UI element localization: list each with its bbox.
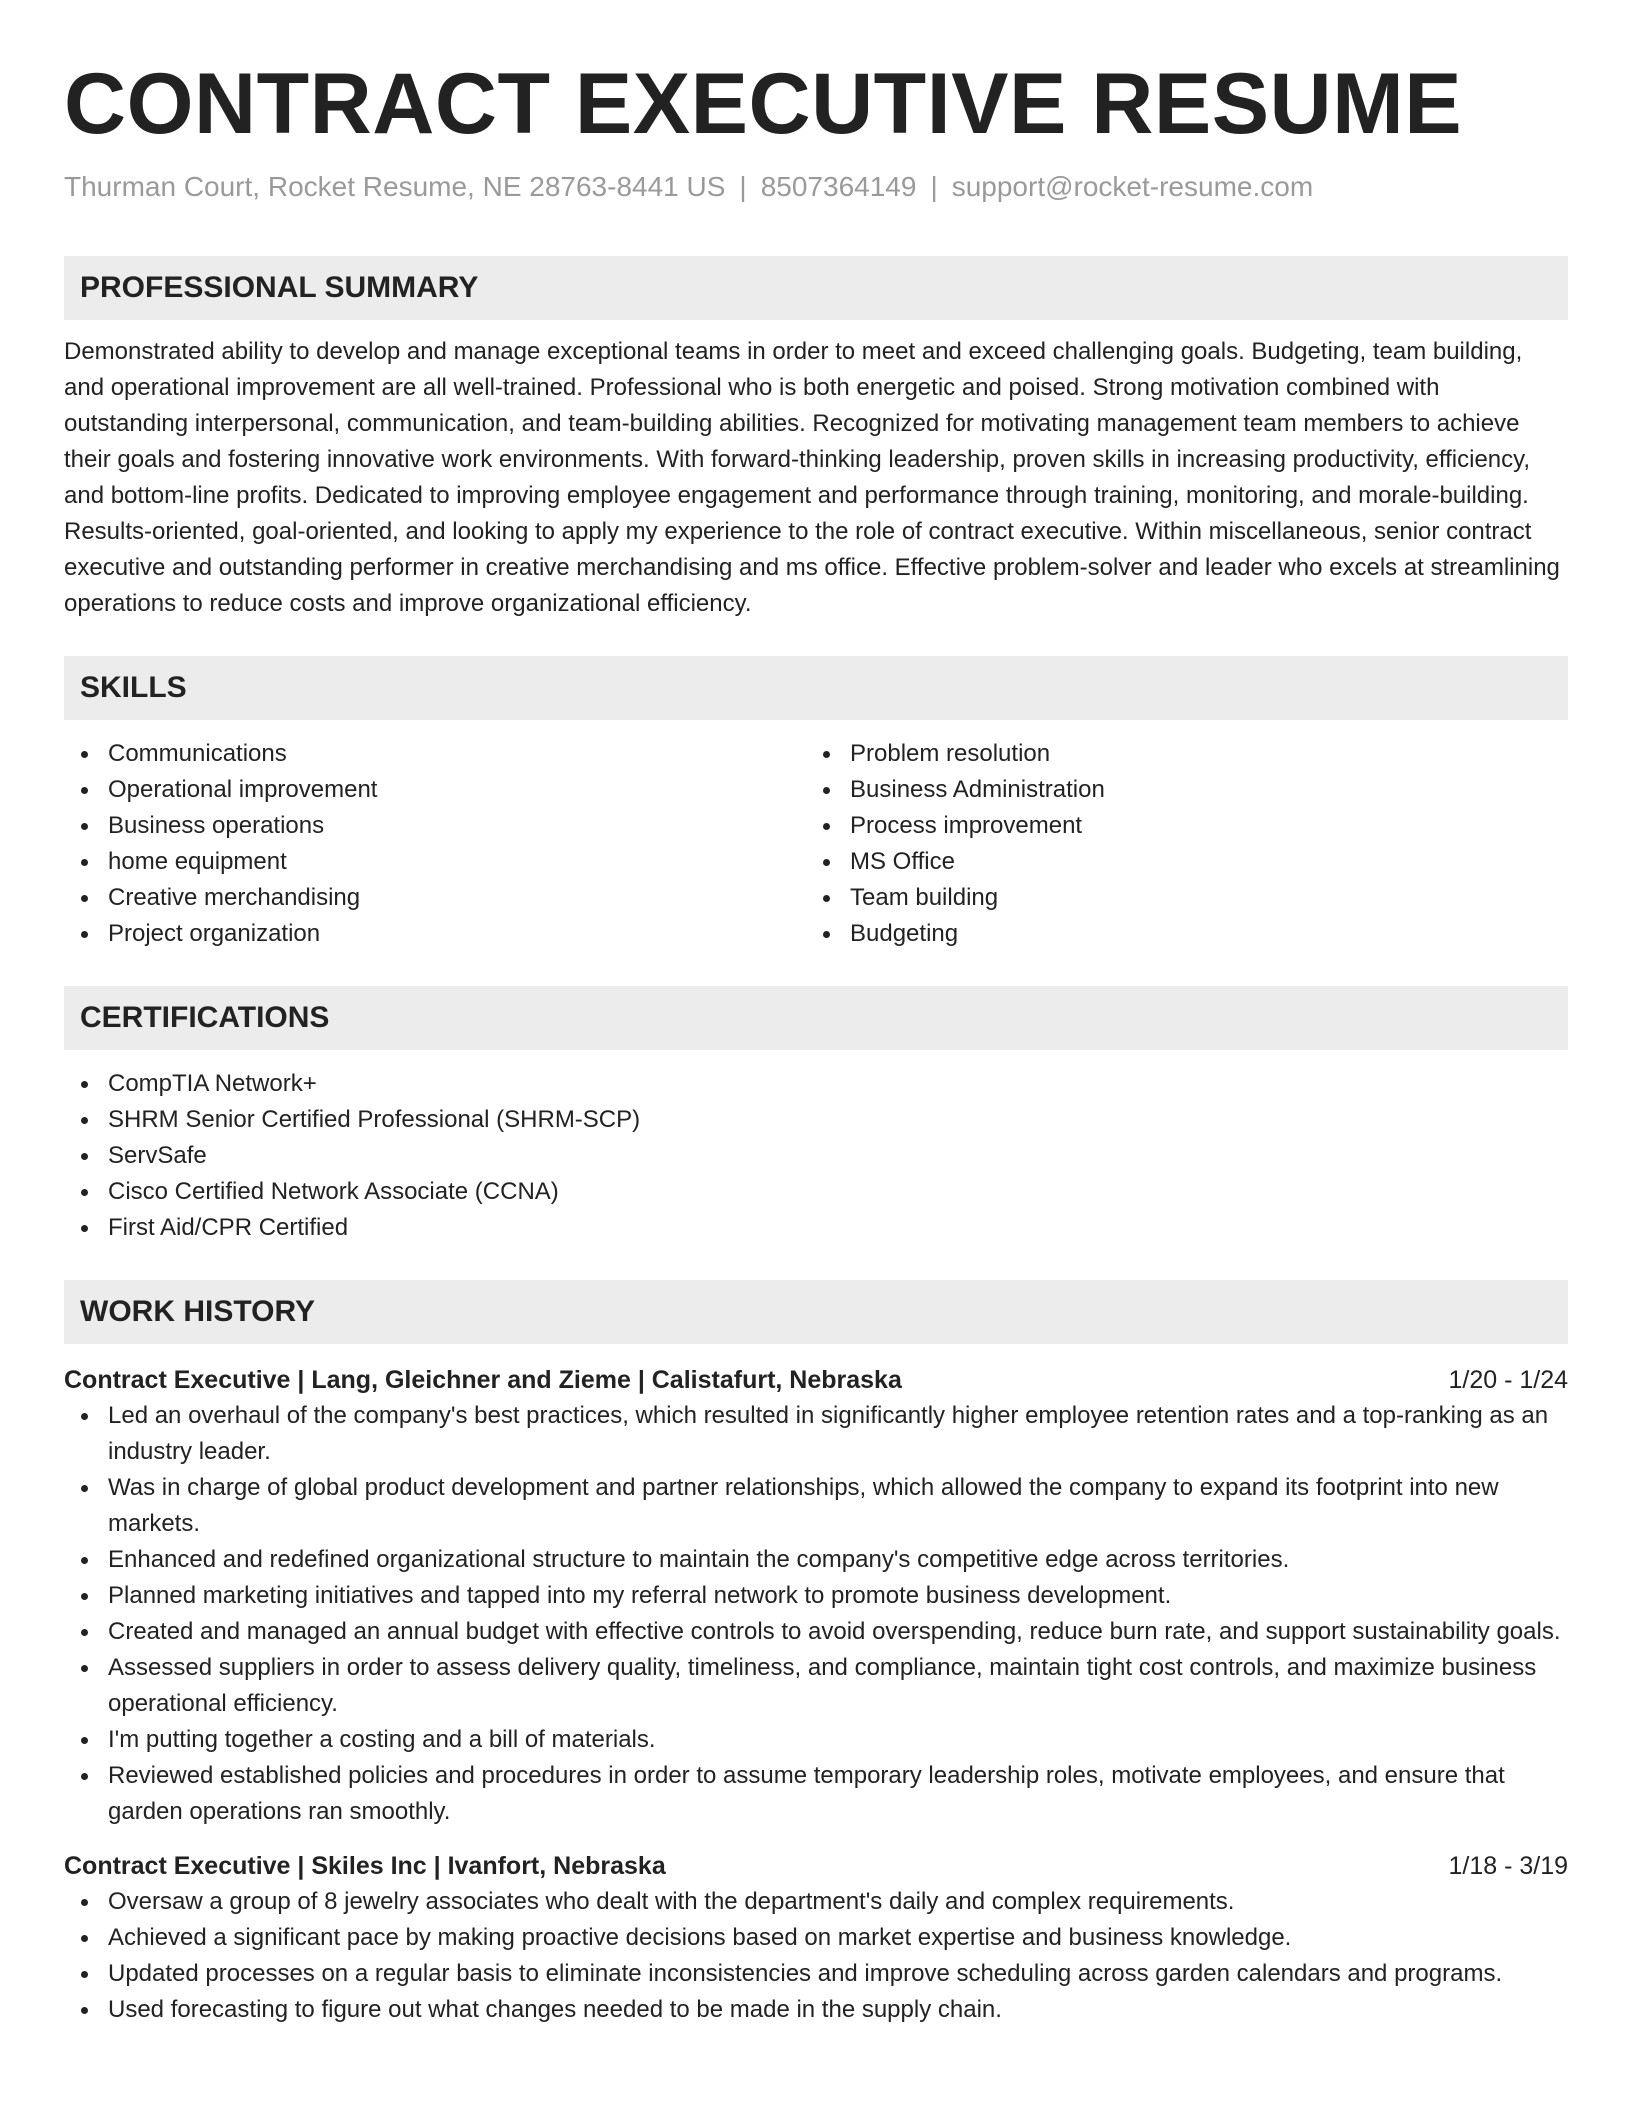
job-heading-row (64, 1362, 1568, 1398)
skill-item: home equipment (108, 844, 806, 880)
skill-item: Budgeting (850, 916, 1548, 952)
job-bullet: Reviewed established policies and procedures in order to assume temporary leadership roles, motivate employees, and ensure that garden operations ran smoothly. (108, 1758, 1568, 1830)
contact-email: support@rocket-resume.com (951, 171, 1314, 202)
skill-item: Business operations (108, 808, 806, 844)
contact-separator: | (930, 171, 938, 202)
contact-phone: 8507364149 (760, 171, 917, 202)
certifications-block (64, 1066, 1568, 1246)
job-bullet: Enhanced and redefined organizational structure to maintain the company's competitive edge across territories. (108, 1542, 1568, 1578)
section-header-work-history: WORK HISTORY (64, 1280, 1568, 1344)
job-bullet: Updated processes on a regular basis to eliminate inconsistencies and improve scheduling across garden calendars and programs. (108, 1956, 1568, 1992)
job-bullet-list (64, 1398, 1568, 1830)
job-dates: 1/20 - 1/24 (1448, 1366, 1568, 1394)
skill-item: Project organization (108, 916, 806, 952)
contact-separator: | (739, 171, 747, 202)
skill-item: Communications (108, 736, 806, 772)
resume-title: CONTRACT EXECUTIVE RESUME (64, 56, 1463, 152)
job-title: Contract Executive | Skiles Inc | Ivanfort, Nebraska (64, 1852, 666, 1880)
contact-address: Thurman Court, Rocket Resume, NE 28763-8441 US (64, 171, 726, 202)
section-header-summary: PROFESSIONAL SUMMARY (64, 256, 1568, 320)
skill-item: Creative merchandising (108, 880, 806, 916)
job-bullet: Achieved a significant pace by making proactive decisions based on market expertise and business knowledge. (108, 1920, 1568, 1956)
contact-line (64, 170, 1568, 204)
skills-column-right (806, 736, 1548, 952)
summary-paragraph: Demonstrated ability to develop and manage exceptional teams in order to meet and exceed challenging goals. Budgeting, team building, and operational improvement are all well-trained. Professional who is both energetic and poised. Strong motivation combined with outstanding interpersonal, communication, and team-building abilities. Recognized for motivating management team members to achieve their goals and fostering innovative work environments. With forward-thinking leadership, proven skills in increasing productivity, efficiency, and bottom-line profits. Dedicated to improving employee engagement and performance through training, monitoring, and morale-building. Results-oriented, goal-oriented, and looking to apply my experience to the role of contract executive. Within miscellaneous, senior contract executive and outstanding performer in creative merchandising and ms office. Effective problem-solver and leader who excels at streamlining operations to reduce costs and improve organizational efficiency. (64, 338, 1560, 617)
certifications-list (64, 1066, 1568, 1246)
skills-column-left (64, 736, 806, 952)
job-bullet: Used forecasting to figure out what changes needed to be made in the supply chain. (108, 1992, 1568, 2028)
skill-item: MS Office (850, 844, 1548, 880)
skill-item: Problem resolution (850, 736, 1548, 772)
certification-item: SHRM Senior Certified Professional (SHRM-SCP) (108, 1102, 1568, 1138)
job-bullet: I'm putting together a costing and a bill of materials. (108, 1722, 1568, 1758)
certification-item: Cisco Certified Network Associate (CCNA) (108, 1174, 1568, 1210)
skill-item: Business Administration (850, 772, 1548, 808)
skill-item: Operational improvement (108, 772, 806, 808)
section-header-skills: SKILLS (64, 656, 1568, 720)
skill-item: Process improvement (850, 808, 1548, 844)
skills-grid (64, 736, 1568, 952)
job-bullet: Was in charge of global product development and partner relationships, which allowed the company to expand its footprint into new markets. (108, 1470, 1568, 1542)
job-bullet: Assessed suppliers in order to assess delivery quality, timeliness, and compliance, maintain tight cost controls, and maximize business operational efficiency. (108, 1650, 1568, 1722)
job-bullet: Planned marketing initiatives and tapped into my referral network to promote business development. (108, 1578, 1568, 1614)
job-dates: 1/18 - 3/19 (1448, 1852, 1568, 1880)
skills-list-left (64, 736, 806, 952)
skill-item: Team building (850, 880, 1548, 916)
job-bullet-list (64, 1884, 1568, 2028)
skills-list-right (806, 736, 1548, 952)
section-header-certifications: CERTIFICATIONS (64, 986, 1568, 1050)
job-title: Contract Executive | Lang, Gleichner and Zieme | Calistafurt, Nebraska (64, 1366, 902, 1394)
certification-item: ServSafe (108, 1138, 1568, 1174)
job-bullet: Led an overhaul of the company's best practices, which resulted in significantly higher employee retention rates and a top-ranking as an industry leader. (108, 1398, 1568, 1470)
job-heading-row (64, 1848, 1568, 1884)
job-bullet: Created and managed an annual budget with effective controls to avoid overspending, reduce burn rate, and support sustainability goals. (108, 1614, 1568, 1650)
certification-item: CompTIA Network+ (108, 1066, 1568, 1102)
certification-item: First Aid/CPR Certified (108, 1210, 1568, 1246)
job-bullet: Oversaw a group of 8 jewelry associates who dealt with the department's daily and complex requirements. (108, 1884, 1568, 1920)
